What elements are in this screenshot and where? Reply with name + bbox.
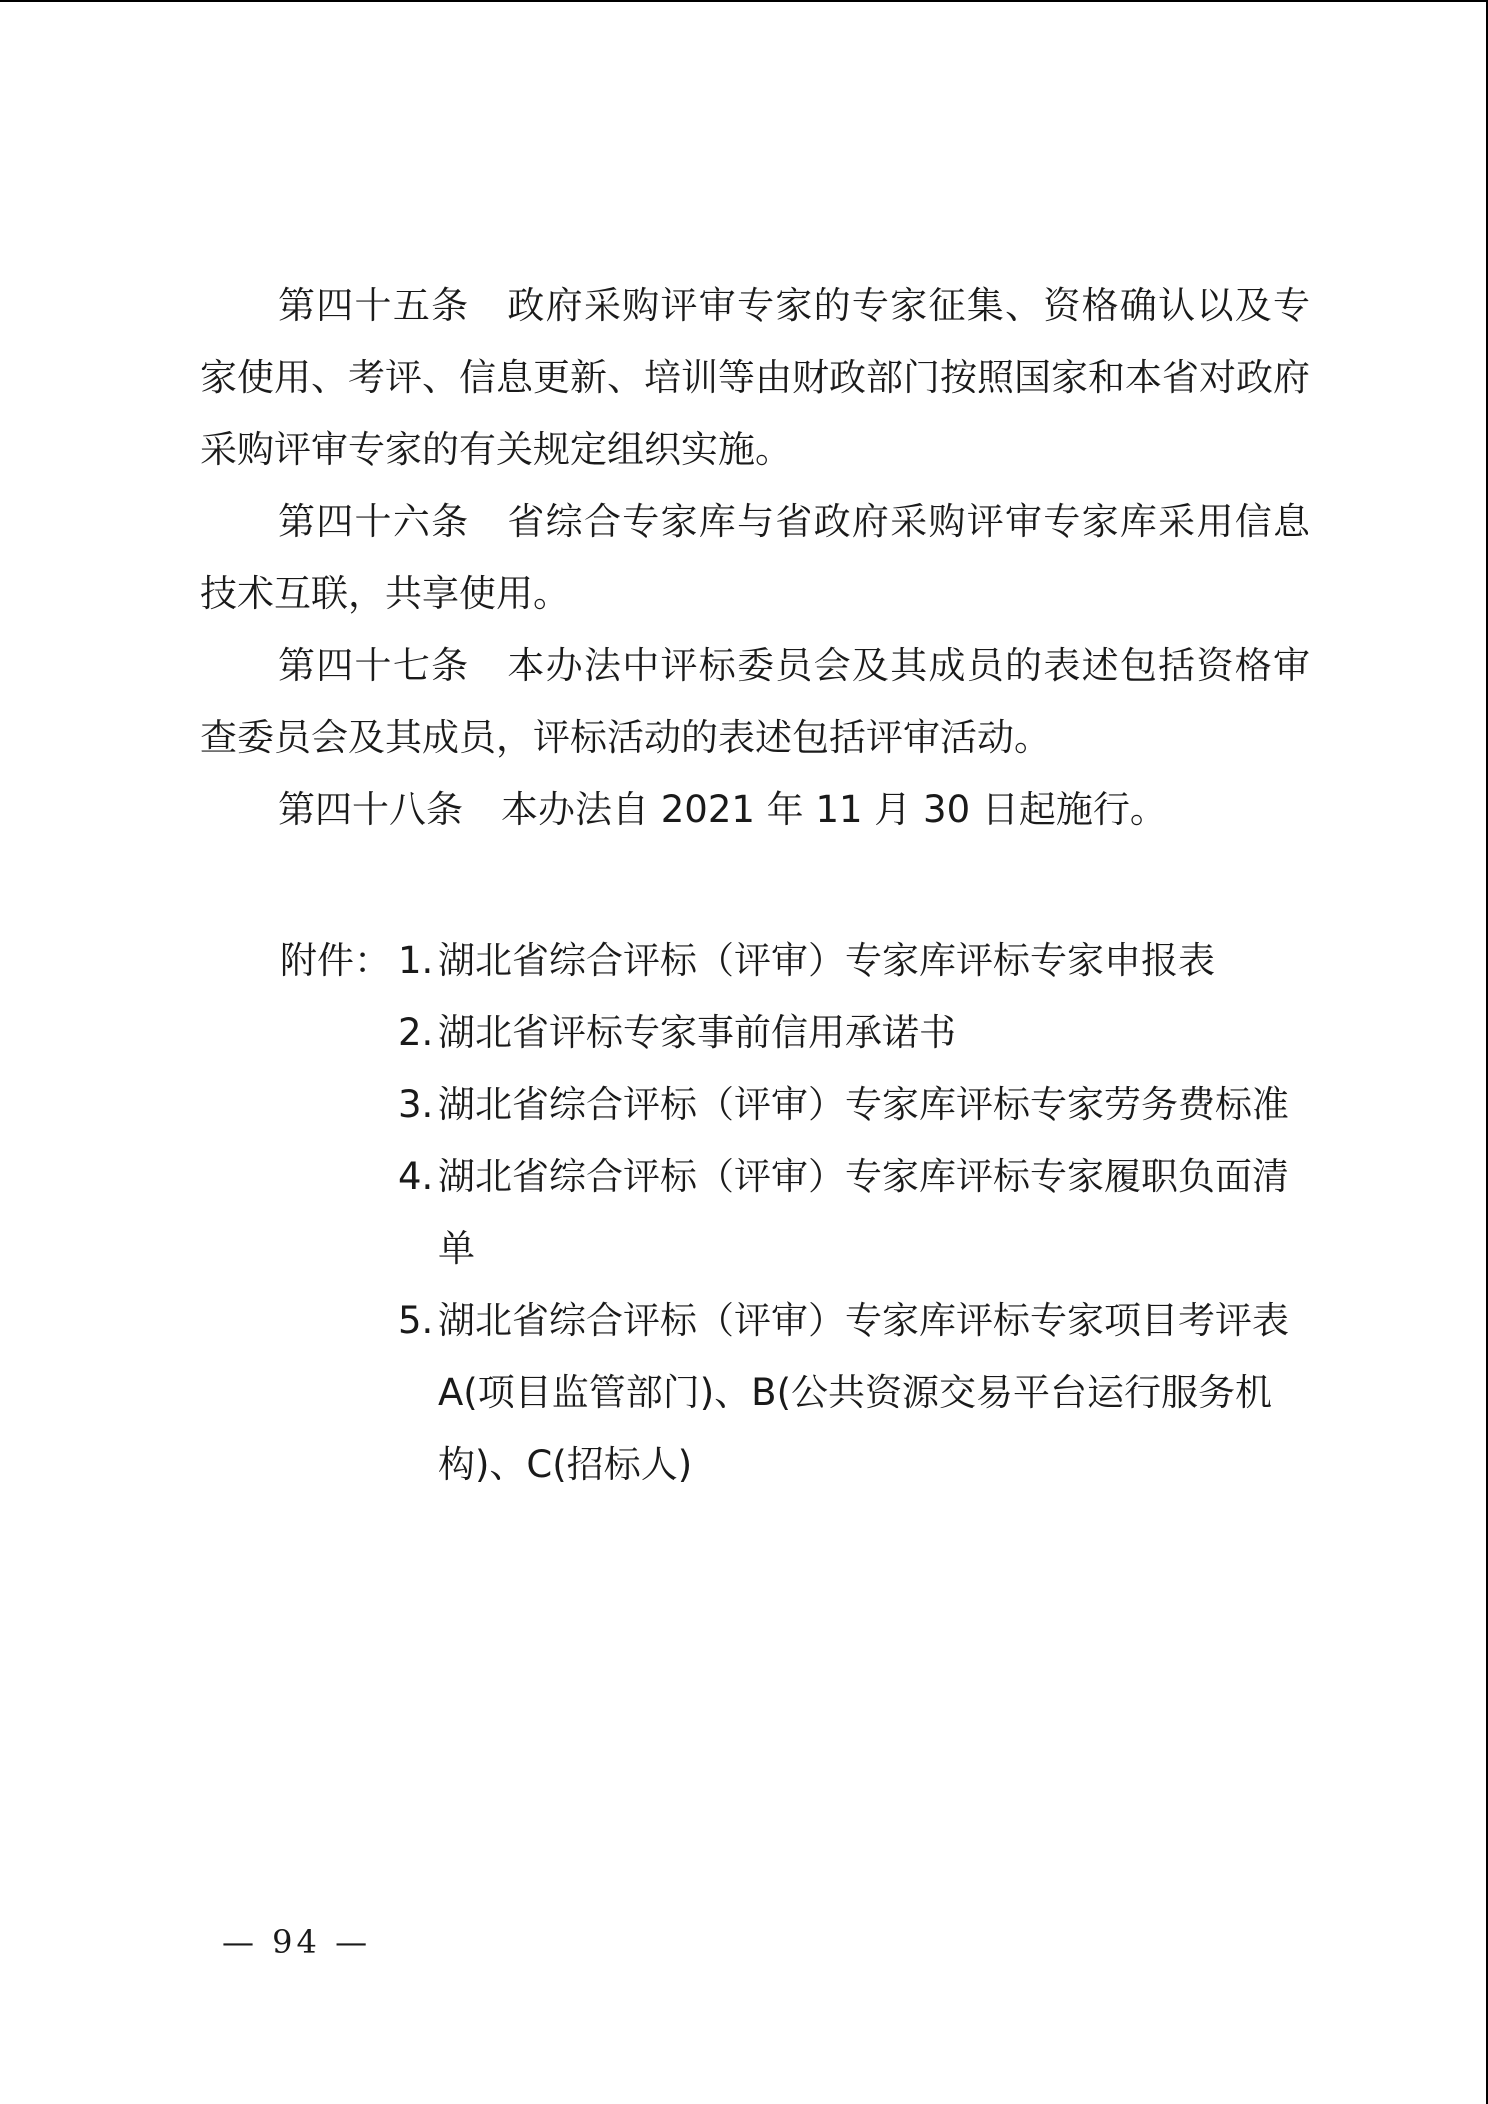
attachment-item-3 (280, 1069, 1310, 1141)
attachment-title: 湖北省综合评标（评审）专家库评标专家项目考评表 A(项目监管部门)、B(公共资源交易平台运行服务机构)、C(招标人) (438, 1299, 1289, 1486)
attachment-number: 3. (398, 1083, 434, 1126)
attachment-number: 1. (398, 939, 434, 982)
attachment-number: 2. (398, 1011, 434, 1054)
article-number: 第四十七条 (278, 644, 470, 687)
attachment-indent (280, 1141, 398, 1285)
attachment-number: 4. (398, 1155, 434, 1198)
attachment-title: 湖北省综合评标（评审）专家库评标专家申报表 (438, 939, 1215, 982)
article-47 (200, 630, 1310, 774)
page-border-top (0, 0, 1488, 2)
attachment-indent (280, 997, 398, 1069)
document-body (200, 270, 1310, 846)
attachment-indent (280, 1069, 398, 1141)
attachment-item-1 (280, 925, 1310, 997)
article-45 (200, 270, 1310, 486)
attachments-list (280, 925, 1310, 1501)
attachment-title: 湖北省综合评标（评审）专家库评标专家履职负面清单 (438, 1155, 1289, 1270)
attachment-item-5 (280, 1285, 1310, 1501)
article-text: 本办法中评标委员会及其成员的表述包括资格审查委员会及其成员，评标活动的表述包括评审活动。 (200, 644, 1311, 759)
attachment-indent (280, 1285, 398, 1501)
article-number: 第四十八条 (278, 788, 463, 831)
article-46 (200, 486, 1310, 630)
attachment-number: 5. (398, 1299, 434, 1342)
article-text: 省综合专家库与省政府采购评审专家库采用信息技术互联，共享使用。 (200, 500, 1311, 615)
attachments-label: 附件： (280, 939, 391, 982)
attachment-item-4 (280, 1141, 1310, 1285)
article-number: 第四十五条 (278, 284, 470, 327)
attachment-title: 湖北省评标专家事前信用承诺书 (438, 1011, 956, 1054)
attachment-title: 湖北省综合评标（评审）专家库评标专家劳务费标准 (438, 1083, 1289, 1126)
page-number: — 94 — (222, 1923, 372, 1961)
article-text: 本办法自 2021 年 11 月 30 日起施行。 (501, 788, 1167, 831)
article-text: 政府采购评审专家的专家征集、资格确认以及专家使用、考评、信息更新、培训等由财政部门按照国家和本省对政府采购评审专家的有关规定组织实施。 (200, 284, 1311, 471)
attachment-item-2 (280, 997, 1310, 1069)
article-number: 第四十六条 (278, 500, 470, 543)
article-48 (200, 774, 1310, 846)
